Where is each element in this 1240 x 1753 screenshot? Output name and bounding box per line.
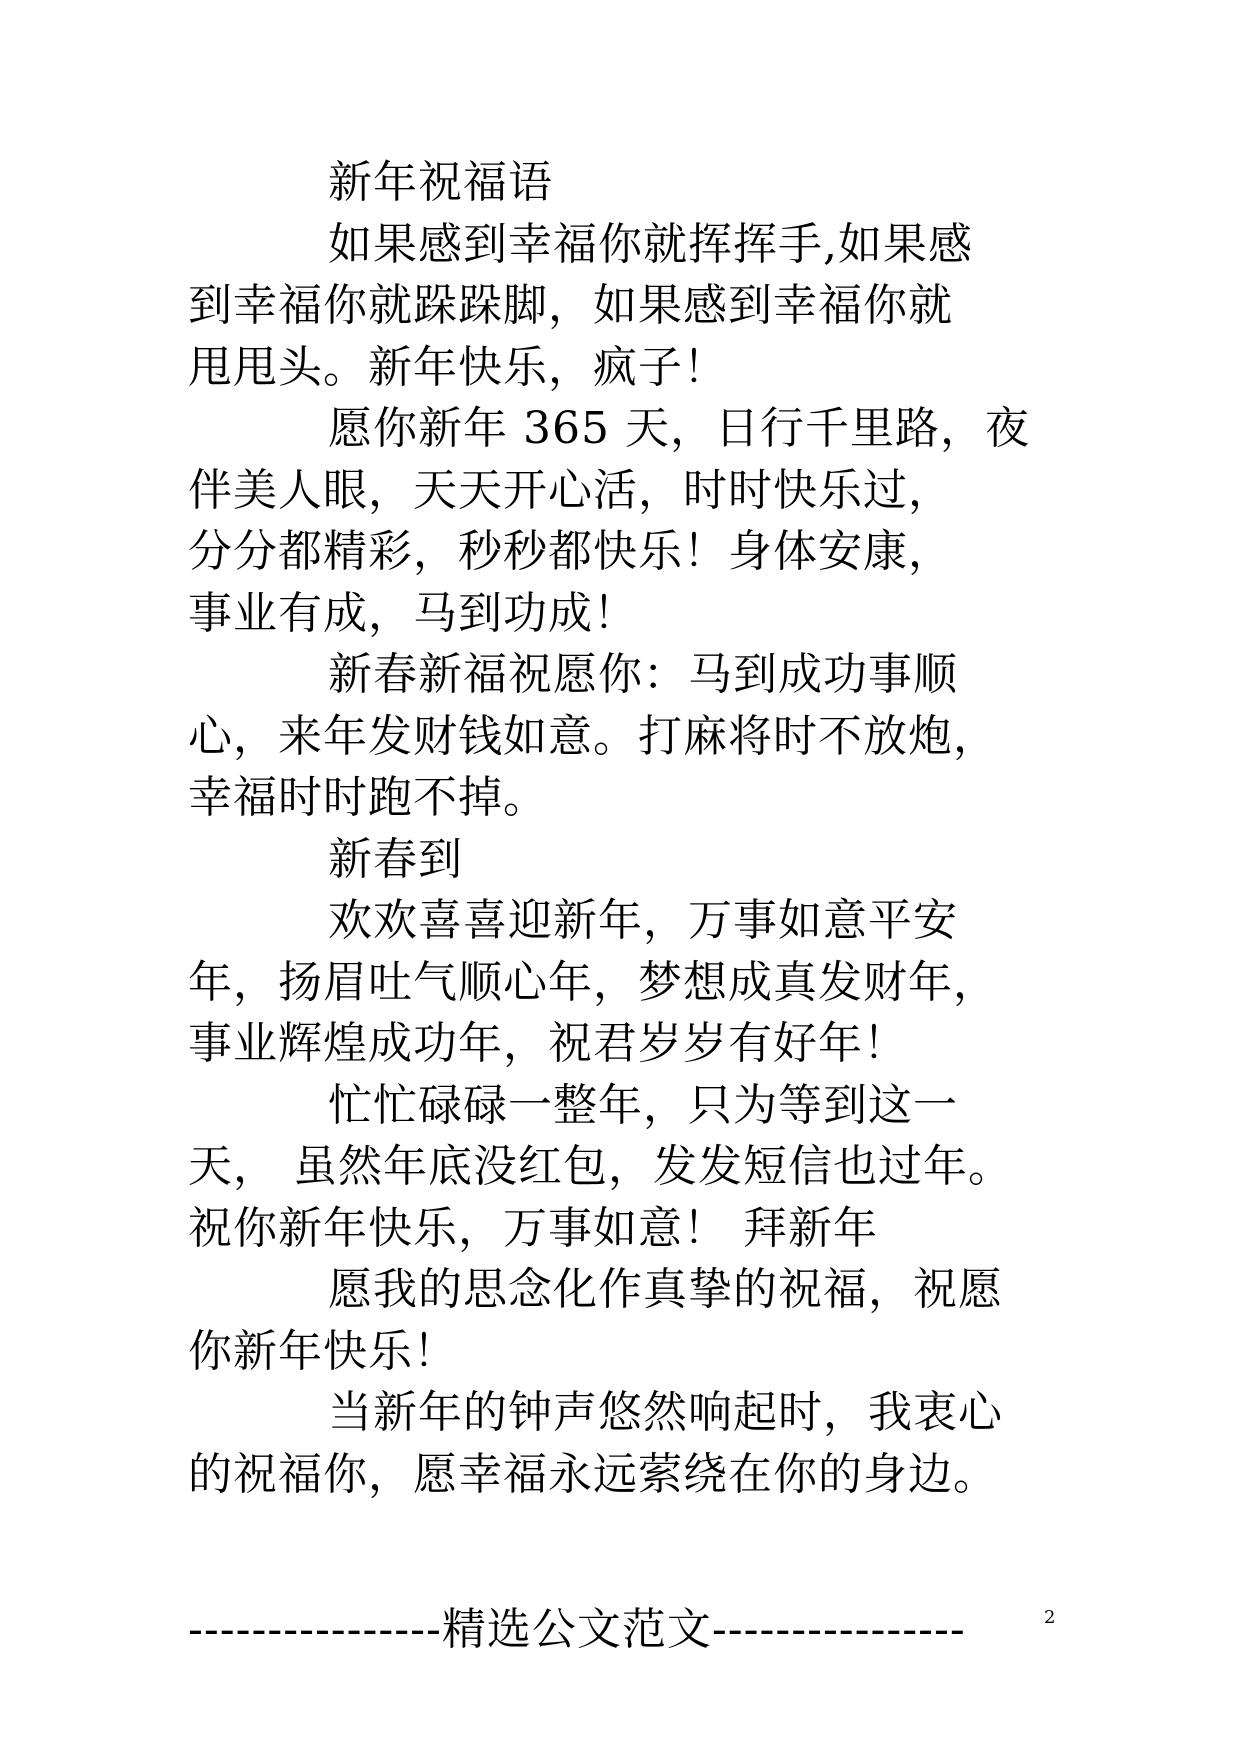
section-heading: 新春到 — [328, 833, 463, 885]
text-line: 当新年的钟声悠然响起时，我衷心 — [328, 1387, 1003, 1438]
text-line: 忙忙碌碌一整年，只为等到这一 — [328, 1079, 958, 1131]
text-line: 甩甩头。新年快乐，疯子！ — [188, 341, 728, 393]
text-line: 事业辉煌成功年，祝君岁岁有好年！ — [188, 1018, 908, 1069]
text-line: 愿我的思念化作真挚的祝福，祝愿 — [328, 1264, 1003, 1315]
text-line: 欢欢喜喜迎新年，万事如意平安 — [328, 895, 958, 946]
text-line: 伴美人眼，天天开心活，时时快乐过， — [188, 464, 953, 516]
text-line: 的祝福你，愿幸福永远萦绕在你的身边。 — [188, 1448, 998, 1500]
text-line: 如果感到幸福你就挥挥手,如果感 — [328, 218, 973, 270]
text-line: 祝你新年快乐，万事如意！ 拜新年 — [188, 1202, 878, 1254]
text-line: 天， 虽然年底没红包，发发短信也过年。 — [188, 1141, 1013, 1192]
text-line: 分分都精彩，秒秒都快乐！身体安康， — [188, 526, 953, 577]
page-footer: ----------------精选公文范文---------------- — [188, 1604, 966, 1655]
text-line: 愿你新年 365 天，日行千里路，夜 — [328, 403, 1030, 454]
page-number: 2 — [1044, 1607, 1056, 1628]
text-line: 事业有成，马到功成！ — [188, 587, 638, 639]
document-title: 新年祝福语 — [328, 157, 553, 208]
text-line: 年，扬眉吐气顺心年，梦想成真发财年， — [188, 956, 998, 1008]
text-line: 心，来年发财钱如意。打麻将时不放炮， — [188, 710, 998, 762]
text-line: 你新年快乐！ — [188, 1325, 458, 1377]
text-line: 幸福时时跑不掉。 — [188, 772, 548, 823]
text-line: 到幸福你就跺跺脚，如果感到幸福你就 — [188, 280, 953, 331]
text-line: 新春新福祝愿你：马到成功事顺 — [328, 649, 958, 700]
document-body — [188, 152, 1056, 1505]
